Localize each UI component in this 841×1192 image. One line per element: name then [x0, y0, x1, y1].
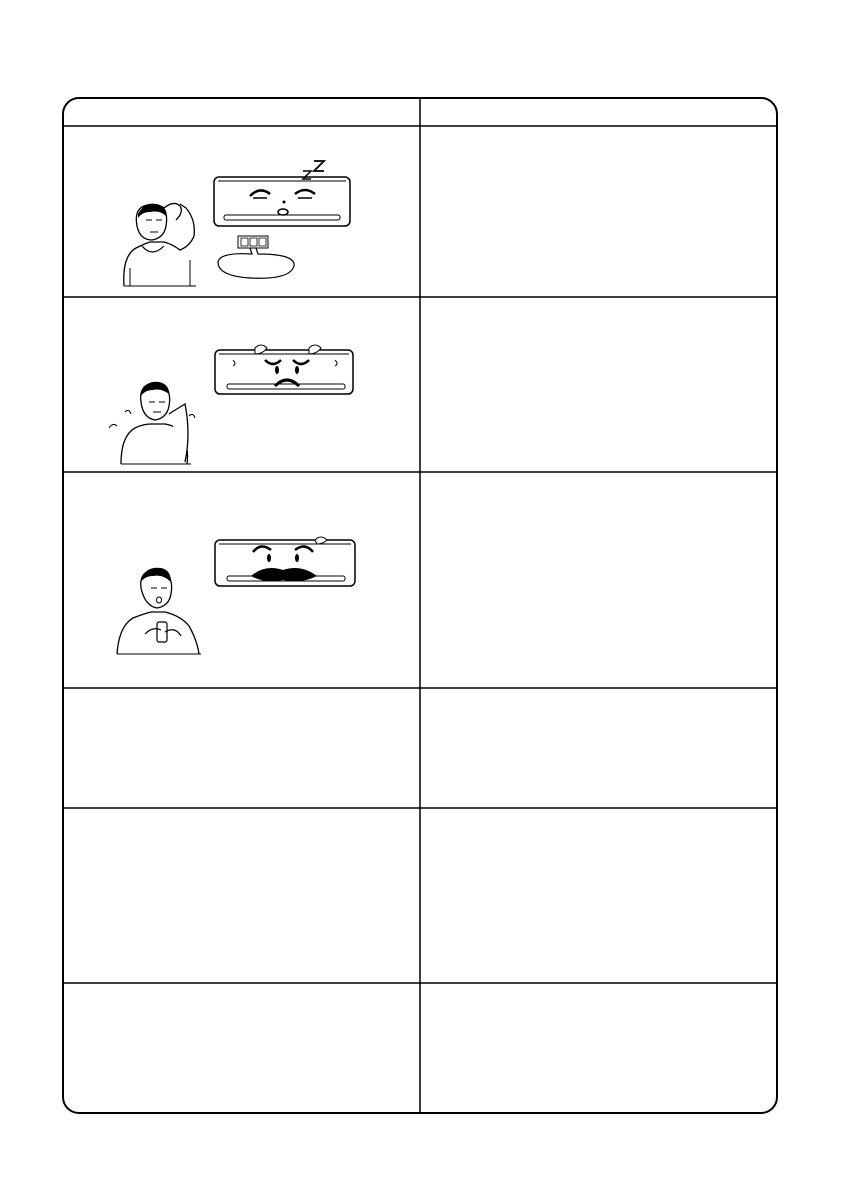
sad-air-conditioner-icon [105, 340, 365, 468]
sleeping-air-conditioner-icon [100, 150, 360, 292]
angry-air-conditioner-icon [105, 530, 365, 658]
